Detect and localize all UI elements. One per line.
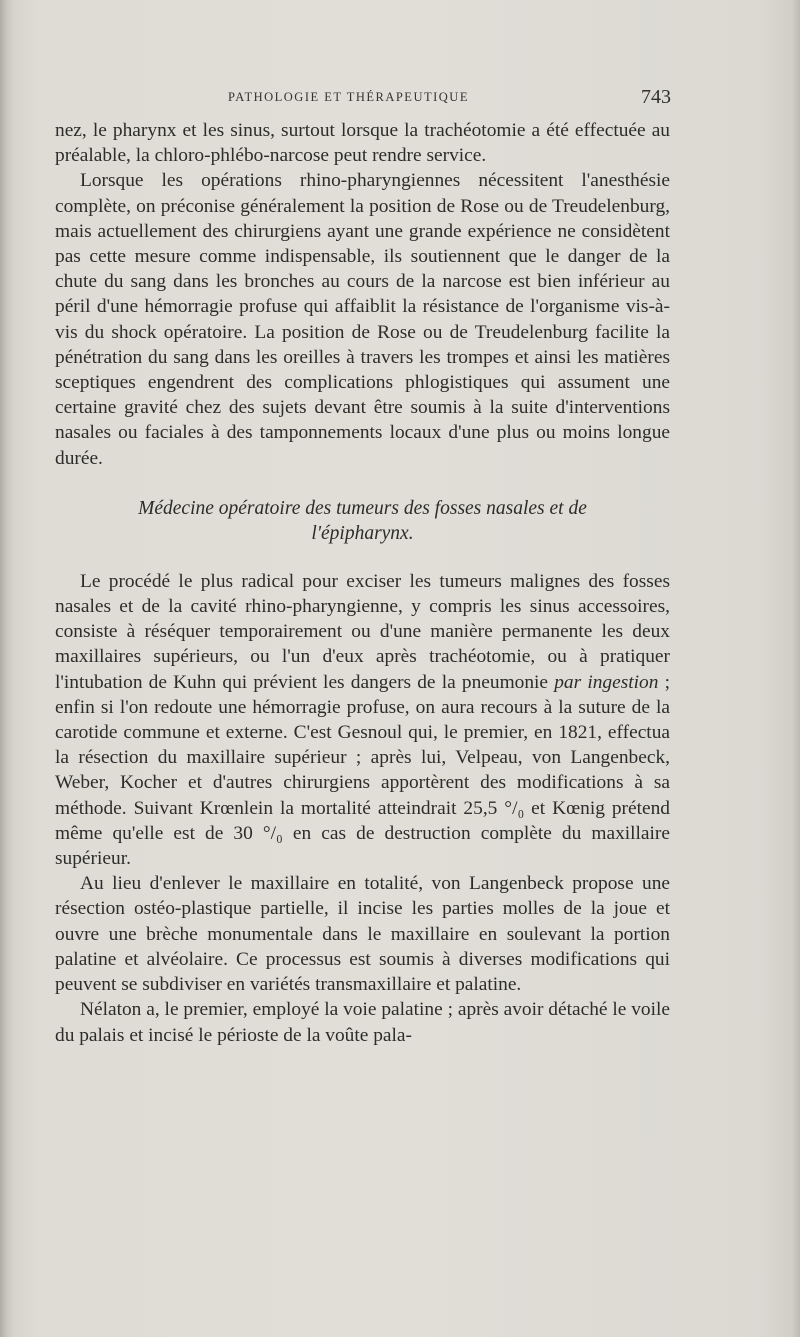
section-heading <box>55 496 670 546</box>
paragraph-continued: nez, le pharynx et les sinus, surtout lorsque la trachéotomie a été effectuée au préalable, la chloro-phlébo-narcose peut rendre service. <box>55 120 670 167</box>
italic-term: par ingestion <box>554 671 659 693</box>
paragraph-nelaton: Nélaton a, le premier, employé la voie palatine ; après avoir détaché le voile du palais et incisé le périoste de la voûte pala- <box>55 999 670 1046</box>
paragraph-radical-procedure <box>55 569 670 871</box>
page-number: 743 <box>641 86 671 108</box>
paragraph-langenbeck: Au lieu d'enlever le maxillaire en totalité, von Langenbeck propose une résection ostéo-plastique partielle, il incise les parties molles de la joue et ouvre une brèche monumentale dans le maxillaire en soulevant la portion palatine et alvéolaire. Ce processus est soumis à diverses modifications qui peuvent se subdiviser en variétés transmaxillaire et palatine. <box>55 873 670 996</box>
paragraph-radical-procedure-part-1: Le procédé le plus radical pour exciser les tumeurs malignes des fosses nasales et de la cavité rhino-pharyngienne, y compris les sinus accessoires, consiste à réséquer temporairement ou d'une manière permanente les deux maxillaires supérieurs, ou l'un d'eux après trachéotomie, ou à pratiquer l'intubation de Kuhn qui prévient les dangers de la pneumonie <box>55 570 670 693</box>
paragraph-radical-procedure-part-2: ; enfin si l'on redoute une hémorragie profuse, on aura recours à la suture de la carotide commune et externe. C'est Gesnoul qui, le premier, en 1821, effectua la résection du maxillaire supérieur ; après lui, Velpeau, von Langenbeck, Weber, Kocher et d'autres chirurgiens apportèrent des modifications à sa méthode. Suivant Krœnlein la mortalité atteindrait 25,5 °/₀ et Kœnig prétend même qu'elle est de 30 °/₀ en cas de destruction complète du maxillaire supérieur. <box>55 671 670 870</box>
section-heading-line-1: Médecine opératoire des tumeurs des fosses nasales et de <box>138 497 587 519</box>
section-heading-line-2: l'épipharynx. <box>311 522 414 544</box>
body-text <box>55 118 670 1048</box>
paragraph-anesthesia: Lorsque les opérations rhino-pharyngiennes nécessitent l'anesthésie complète, on préconise généralement la position de Rose ou de Treudelenburg, mais actuellement des chirurgiens ayant une grande expérience ne considètent pas cette mesure comme indispensable, ils soutiennent que le danger de la chute du sang dans les bronches au cours de la narcose est bien inférieur au péril d'une hémorragie profuse qui affaiblit la résistance de l'organisme vis-à-vis du shock opératoire. La position de Rose ou de Treudelenburg facilite la pénétration du sang dans les oreilles à travers les trompes et ainsi les matières sceptiques engendrent des complications phlogistiques qui assument une certaine gravité chez des sujets devant être soumis à la suite d'interventions nasales ou faciales à des tamponnements locaux d'une plus ou moins longue durée. <box>55 170 670 469</box>
running-head <box>0 86 800 110</box>
running-title: PATHOLOGIE ET THÉRAPEUTIQUE <box>228 90 469 104</box>
